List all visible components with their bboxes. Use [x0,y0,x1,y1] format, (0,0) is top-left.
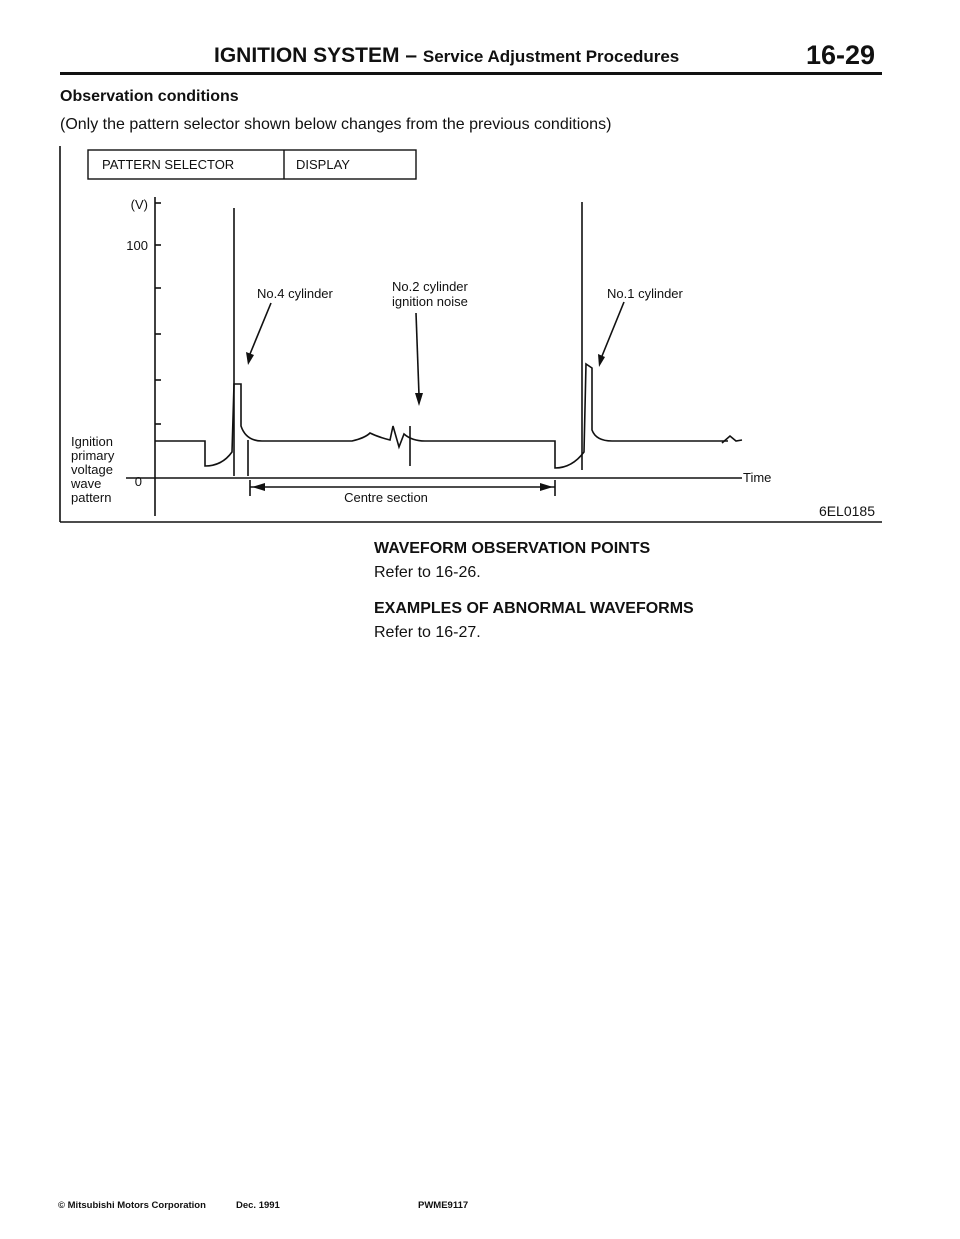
label-no2-cylinder: No.2 cylinder [392,279,468,294]
y-label-line: wave [71,476,102,491]
x-axis-label: Time [743,470,772,485]
y-label-line: pattern [71,490,112,505]
footer-date: Dec. 1991 [236,1200,280,1211]
header-title-sub: Service Adjustment Procedures [422,47,680,66]
y-label-line: voltage [71,462,113,477]
label-no2-ignition-noise: ignition noise [392,294,468,309]
arrowhead-no1 [598,354,605,367]
label-no1-cylinder: No.1 cylinder [607,286,683,301]
section-body-waveform-points: Refer to 16-26. [374,564,481,581]
footer-copyright: © Mitsubishi Motors Corporation [58,1200,206,1211]
y-label-line: Ignition [71,434,113,449]
arrowhead-no2 [415,393,423,406]
waveform-tail [722,436,742,443]
pattern-selector-label: PATTERN SELECTOR [102,157,235,172]
pattern-selector-value: DISPLAY [296,157,350,172]
observation-note: (Only the pattern selector shown below changes from the previous conditions) [60,116,612,133]
waveform-figure [0,0,960,540]
figure-code: 6EL0185 [818,503,875,519]
section-heading-abnormal-waveforms: EXAMPLES OF ABNORMAL WAVEFORMS [374,600,694,617]
header-title-separator: – [405,44,418,67]
section-heading-waveform-points: WAVEFORM OBSERVATION POINTS [374,540,651,557]
callout-leader-no2 [416,313,419,395]
centre-section-label: Centre section [344,490,428,505]
centre-section-arrow-right [540,483,553,491]
header-title-main: IGNITION SYSTEM [214,44,400,67]
arrowhead-no4 [246,352,254,365]
footer-code: PWME9117 [418,1200,469,1211]
page-number: 16-29 [806,40,876,70]
label-no4-cylinder: No.4 cylinder [257,286,333,301]
callout-leader-no1 [602,302,624,356]
y-axis-unit: (V) [130,197,148,212]
callout-leader-no4 [250,303,271,354]
y-tick-label-100: 100 [126,238,148,253]
y-label-line: primary [71,448,115,463]
centre-section-arrow-left [252,483,265,491]
observation-heading: Observation conditions [60,88,239,105]
section-body-abnormal-waveforms: Refer to 16-27. [374,624,481,641]
waveform-trace [155,364,728,468]
y-tick-label-0: 0 [134,474,142,489]
